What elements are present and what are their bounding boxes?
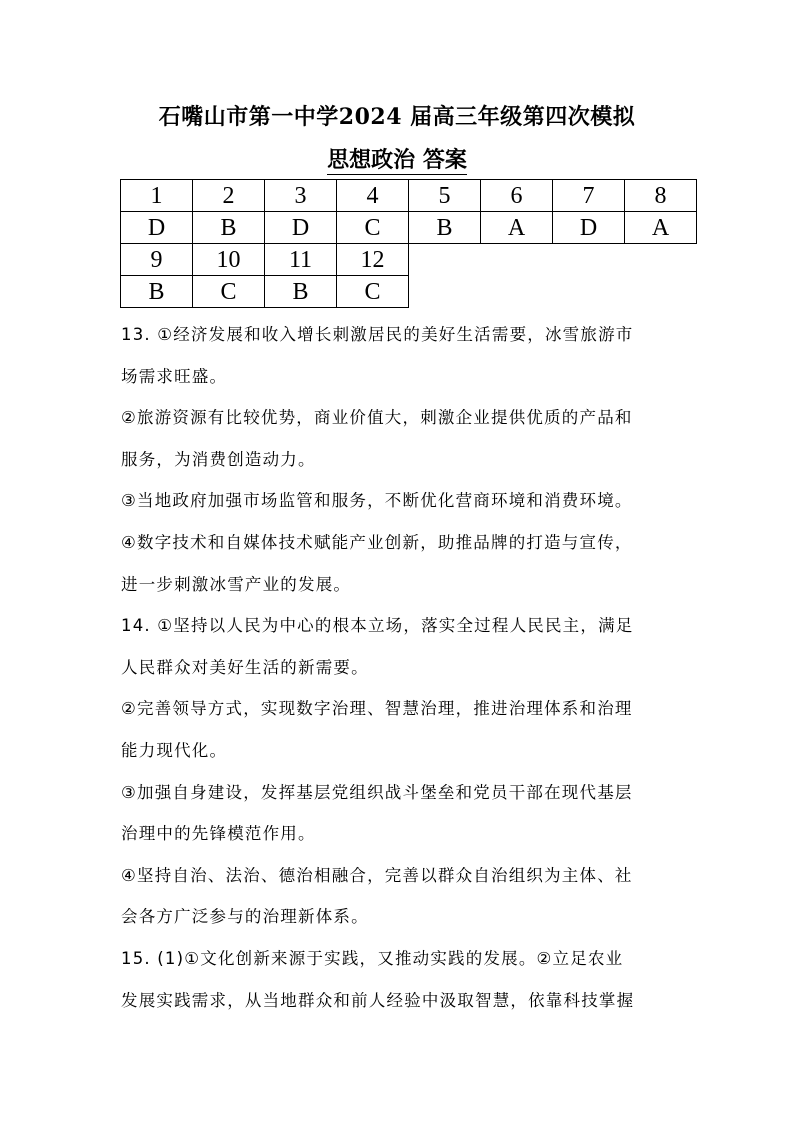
question-number: 6 xyxy=(481,180,553,212)
question-number: 8 xyxy=(625,180,697,212)
question-number: 1 xyxy=(121,180,193,212)
text-line: ④数字技术和自媒体技术赋能产业创新，助推品牌的打造与宣传， xyxy=(121,532,633,552)
document-subtitle xyxy=(0,143,794,174)
answer-letter: C xyxy=(337,276,409,308)
text-line: ③加强自身建设，发挥基层党组织战斗堡垒和党员干部在现代基层 xyxy=(121,782,633,802)
text-line: ④坚持自治、法治、德治相融合，完善以群众自治组织为主体、社 xyxy=(121,865,633,885)
text-line: 进一步刺激冰雪产业的发展。 xyxy=(121,574,352,594)
text-line: 发展实践需求，从当地群众和前人经验中汲取智慧，依靠科技掌握 xyxy=(121,990,635,1010)
answer-table-1 xyxy=(120,179,697,244)
question-number: 12 xyxy=(337,244,409,276)
answer-letter: D xyxy=(265,212,337,244)
answer-letter-row xyxy=(121,212,697,244)
answer-table-2 xyxy=(120,243,409,308)
text-line: 15. (1)①文化创新来源于实践，又推动实践的发展。②立足农业 xyxy=(121,948,624,968)
text-line: 14. ①坚持以人民为中心的根本立场，落实全过程人民民主，满足 xyxy=(121,616,634,636)
text-line: 能力现代化。 xyxy=(121,740,228,760)
question-number: 10 xyxy=(193,244,265,276)
answer-letter-row xyxy=(121,276,409,308)
question-number: 4 xyxy=(337,180,409,212)
question-number: 3 xyxy=(265,180,337,212)
text-line: 13. ①经济发展和收入增长刺激居民的美好生活需要，冰雪旅游市 xyxy=(121,325,634,344)
subtitle-text: 思想政治 答案 xyxy=(327,147,467,173)
answer-letter: B xyxy=(409,212,481,244)
question-number: 2 xyxy=(193,180,265,212)
answer-letter: D xyxy=(553,212,625,244)
answer-letter: B xyxy=(265,276,337,308)
answer-letter: C xyxy=(337,212,409,244)
text-line: 人民群众对美好生活的新需要。 xyxy=(121,657,369,677)
text-line: ②旅游资源有比较优势，商业价值大，刺激企业提供优质的产品和 xyxy=(121,408,633,428)
question-number: 7 xyxy=(553,180,625,212)
text-line: 治理中的先锋模范作用。 xyxy=(121,824,316,844)
answer-letter: B xyxy=(121,276,193,308)
document-title: 石嘴山市第一中学2024 届高三年级第四次模拟 xyxy=(158,104,636,130)
text-line: 场需求旺盛。 xyxy=(121,366,228,386)
text-line: ③当地政府加强市场监管和服务，不断优化营商环境和消费环境。 xyxy=(121,491,633,511)
question-number: 11 xyxy=(265,244,337,276)
question-number-row xyxy=(121,244,409,276)
answer-body xyxy=(121,314,669,1021)
answer-letter: A xyxy=(625,212,697,244)
answer-letter: B xyxy=(193,212,265,244)
question-number: 9 xyxy=(121,244,193,276)
answer-letter: C xyxy=(193,276,265,308)
answer-letter: D xyxy=(121,212,193,244)
answer-letter: A xyxy=(481,212,553,244)
text-line: ②完善领导方式，实现数字治理、智慧治理，推进治理体系和治理 xyxy=(121,699,633,719)
question-number-row xyxy=(121,180,697,212)
text-line: 会各方广泛参与的治理新体系。 xyxy=(121,907,369,927)
text-line: 服务，为消费创造动力。 xyxy=(121,449,316,469)
question-number: 5 xyxy=(409,180,481,212)
